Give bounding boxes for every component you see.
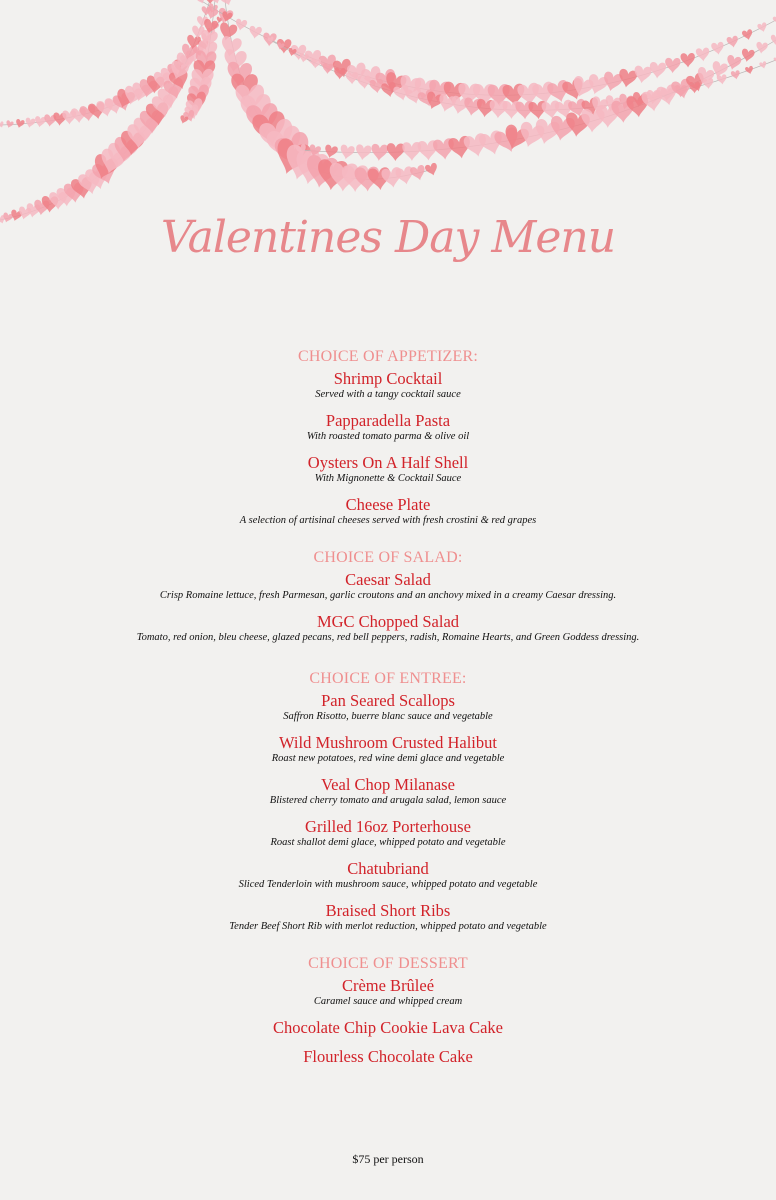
heart-icon <box>711 42 725 56</box>
item-name: Shrimp Cocktail <box>333 369 443 388</box>
item-name: Braised Short Ribs <box>325 901 451 920</box>
item-name: Grilled 16oz Porterhouse <box>305 817 471 836</box>
price-per-person: $75 per person <box>352 1152 424 1166</box>
item-name: Pan Seared Scallops <box>321 691 455 710</box>
item-name: Wild Mushroom Crusted Halibut <box>279 733 497 752</box>
item-name: Chocolate Chip Cookie Lava Cake <box>272 1018 504 1037</box>
heart-icon <box>219 0 234 7</box>
menu-section-appetizer <box>0 348 776 527</box>
heart-icon <box>649 62 666 79</box>
item-description: Sliced Tenderloin with mushroom sauce, whipped potato and vegetable <box>238 879 538 890</box>
heart-icon <box>741 29 753 41</box>
menu-item <box>0 817 776 849</box>
heart-garland-decoration <box>0 0 776 240</box>
item-description: Crisp Romaine lettuce, fresh Parmesan, garlic croutons and an anchovy mixed in a creamy Caesar dressing. <box>159 590 617 601</box>
heart-icon <box>772 15 776 25</box>
heart-icon <box>745 66 755 76</box>
heart-icon <box>24 117 35 128</box>
menu-item <box>0 495 776 527</box>
heart-icon <box>740 48 755 63</box>
heart-icon <box>370 144 388 162</box>
menu-item <box>0 1047 776 1066</box>
menu-item <box>0 976 776 1008</box>
menu-item <box>0 775 776 807</box>
heart-icon <box>725 54 742 71</box>
menu-section-entree <box>0 670 776 933</box>
section-title: CHOICE OF SALAD: <box>313 549 463 566</box>
heart-icon <box>299 53 309 63</box>
section-title: CHOICE OF ENTREE: <box>309 670 467 687</box>
menu-title: Valentines Day Menu <box>160 212 616 263</box>
heart-icon <box>386 143 404 161</box>
heart-icon <box>759 61 768 70</box>
menu-item <box>0 570 776 602</box>
menu-item <box>0 453 776 485</box>
menu-item <box>0 901 776 933</box>
menu-body <box>0 348 776 1088</box>
menu-section-dessert <box>0 955 776 1066</box>
heart-icon <box>696 47 710 61</box>
item-description: Tender Beef Short Rib with merlot reduction, whipped potato and vegetable <box>229 921 547 932</box>
heart-icon <box>424 162 439 177</box>
item-description: Caramel sauce and whipped cream <box>313 996 463 1007</box>
menu-item <box>0 411 776 443</box>
heart-icon <box>680 53 695 68</box>
item-description: Roast shallot demi glace, whipped potato and vegetable <box>270 837 506 848</box>
item-name: Oysters On A Half Shell <box>307 453 469 472</box>
heart-icon <box>755 42 768 55</box>
item-name: MGC Chopped Salad <box>316 612 460 631</box>
item-description: With Mignonette & Cocktail Sauce <box>314 473 462 484</box>
heart-icon <box>726 35 739 48</box>
item-description: Saffron Risotto, buerre blanc sauce and vegetable <box>283 711 493 722</box>
item-name: Flourless Chocolate Cake <box>303 1047 473 1066</box>
item-description: Tomato, red onion, bleu cheese, glazed pecans, red bell peppers, radish, Romaine Hearts, and Green Goddess dressing. <box>136 632 640 643</box>
menu-item <box>0 691 776 723</box>
item-name: Papparadella Pasta <box>325 411 451 430</box>
item-name: Veal Chop Milanase <box>321 775 455 794</box>
section-title: CHOICE OF DESSERT <box>308 955 468 972</box>
item-name: Cheese Plate <box>345 495 431 514</box>
menu-item <box>0 369 776 401</box>
menu-item <box>0 859 776 891</box>
heart-icon <box>731 70 741 80</box>
item-name: Crème Brûleé <box>341 976 435 995</box>
item-description: Blistered cherry tomato and arugala salad, lemon sauce <box>269 795 507 806</box>
menu-item <box>0 733 776 765</box>
heart-icon <box>5 120 14 129</box>
item-description: A selection of artisinal cheeses served with fresh crostini & red grapes <box>239 515 537 526</box>
section-title: CHOICE OF APPETIZER: <box>297 348 478 365</box>
item-description: With roasted tomato parma & olive oil <box>306 431 470 442</box>
menu-item <box>0 612 776 644</box>
heart-icon <box>770 35 776 46</box>
heart-icon <box>15 119 25 129</box>
heart-icon <box>248 26 262 40</box>
menu-section-salad <box>0 549 776 644</box>
item-name: Chatubriand <box>347 859 429 878</box>
menu-item <box>0 1018 776 1037</box>
item-name: Caesar Salad <box>345 570 431 589</box>
heart-icon <box>409 164 427 182</box>
item-description: Roast new potatoes, red wine demi glace and vegetable <box>271 753 505 764</box>
heart-icon <box>196 0 206 5</box>
heart-icon <box>665 58 681 74</box>
heart-icon <box>757 22 768 33</box>
item-description: Served with a tangy cocktail sauce <box>315 389 461 400</box>
